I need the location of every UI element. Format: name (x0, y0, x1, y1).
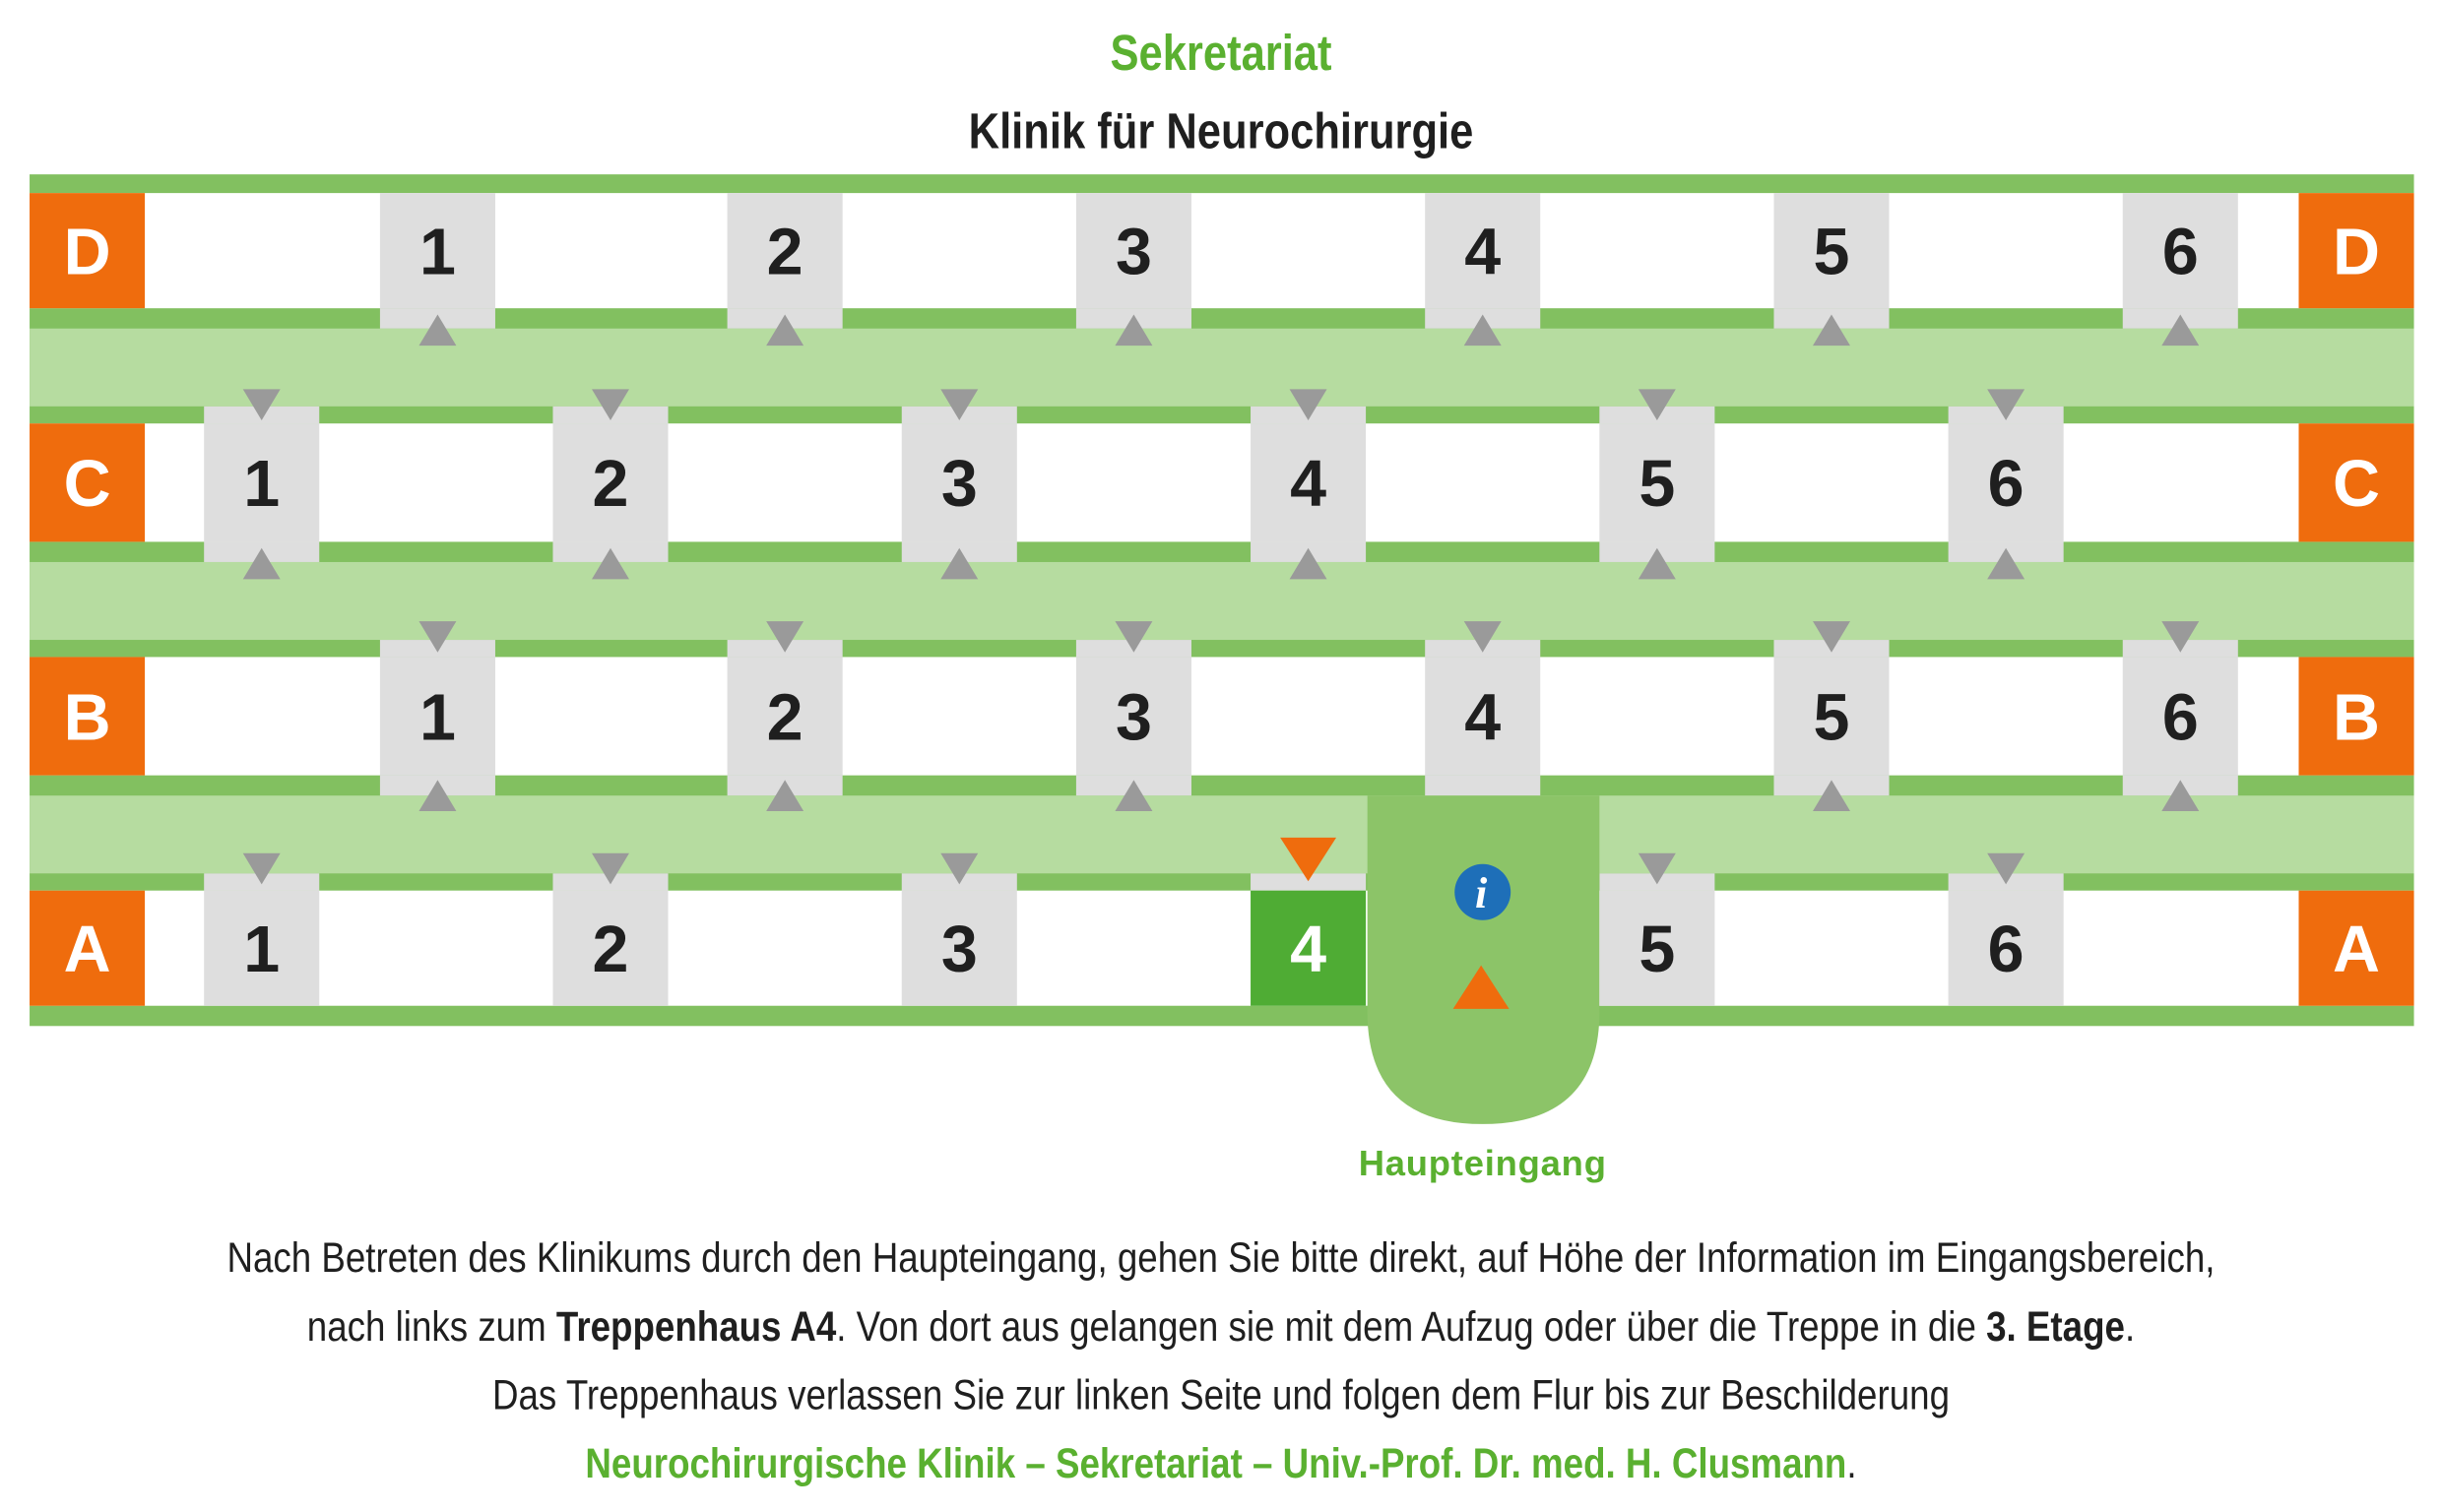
row-letter-right-a: A (2333, 913, 2380, 986)
stairwell-d-number-3: 3 (1115, 216, 1152, 289)
directions-line-1: Nach Betreten des Klinikums durch den Haupteingang, gehen Sie bitte direkt, auf Höhe der Information im Eingangsbereich, (226, 1234, 2216, 1282)
directions-line-2-a: nach links zum (306, 1302, 556, 1351)
stairwell-a4-number: 4 (1290, 913, 1327, 986)
corridor-2 (30, 562, 2413, 640)
directions-line-2-e: . (2124, 1302, 2136, 1351)
stairwell-c-number-2: 2 (592, 448, 629, 522)
stairwell-a-number-2: 2 (592, 913, 629, 986)
stairwell-b-number-3: 3 (1115, 681, 1152, 755)
stairwell-c-number-6: 6 (1987, 448, 2024, 522)
stairwell-b-number-5: 5 (1813, 681, 1850, 755)
page-title: Sekretariat (1110, 25, 1332, 82)
stairwell-a-number-3: 3 (940, 913, 978, 986)
row-letter-right-d: D (2333, 216, 2380, 289)
signage-text-end: . (1846, 1440, 1857, 1487)
stairwell-a-number-6: 6 (1987, 913, 2024, 986)
stairwell-d-number-5: 5 (1813, 216, 1850, 289)
stairwell-b-number-6: 6 (2161, 681, 2199, 755)
stairwell-d-number-2: 2 (766, 216, 803, 289)
stairwell-a-number-1: 1 (243, 913, 281, 986)
corridor-1 (30, 329, 2413, 407)
stairwell-c-number-3: 3 (940, 448, 978, 522)
stair-connector-b4 (1425, 776, 1540, 796)
directions-line-2-c: . Von dort aus gelangen sie mit dem Aufzug oder über die Treppe in die (836, 1302, 1987, 1351)
stairwell-b-number-1: 1 (418, 681, 456, 755)
stairwell-b-number-2: 2 (766, 681, 803, 755)
signage-text: Neurochirurgische Klinik – Sekretariat – Univ.-Prof. Dr. med. H. Clusmann (585, 1440, 1847, 1487)
directions-line-2 (171, 1292, 2272, 1361)
corridor-3 (30, 795, 2413, 873)
stairwell-b-number-4: 4 (1464, 681, 1502, 755)
stairwell-a-number-5: 5 (1639, 913, 1676, 986)
directions-line-3: Das Treppenhaus verlassen Sie zur linken Seite und folgen dem Flur bis zur Beschilderung (491, 1371, 1951, 1418)
row-letter-left-b: B (63, 681, 111, 755)
stairwell-d-number-1: 1 (418, 216, 456, 289)
stairwell-highlight-text: Treppenhaus A4 (555, 1302, 837, 1351)
entrance-lobby (1368, 795, 1600, 1124)
stairwell-d-number-6: 6 (2161, 216, 2199, 289)
stairwell-c-number-4: 4 (1290, 448, 1327, 522)
stairwell-c-number-5: 5 (1639, 448, 1676, 522)
row-letter-right-b: B (2333, 681, 2380, 755)
directions-text (171, 1224, 2272, 1497)
stairwell-d-number-4: 4 (1464, 216, 1502, 289)
row-letter-left-c: C (63, 448, 111, 522)
page-subtitle: Klinik für Neurochirurgie (968, 102, 1474, 159)
info-icon-glyph: i (1474, 869, 1488, 918)
directions-line-4 (171, 1429, 2272, 1498)
row-letter-left-a: A (63, 913, 111, 986)
entrance-label: Haupteingang (1358, 1142, 1607, 1184)
row-letter-left-d: D (63, 216, 111, 289)
row-letter-right-c: C (2333, 448, 2380, 522)
stairwell-c-number-1: 1 (243, 448, 281, 522)
floor-highlight-text: 3. Etage (1986, 1302, 2125, 1351)
